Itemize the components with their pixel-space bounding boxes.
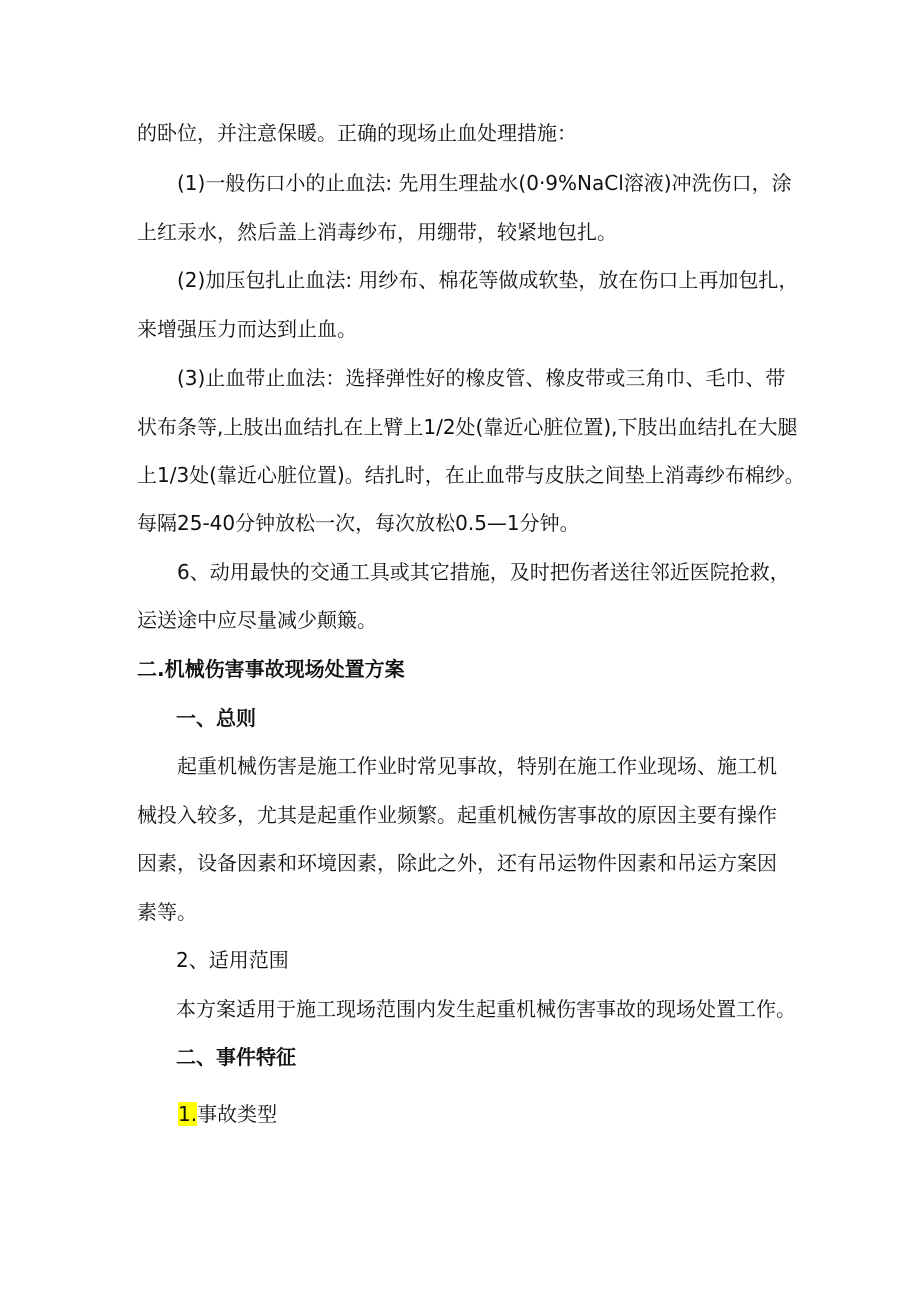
paragraph-line: 每隔25-40分钟放松一次，每次放松0.5—1分钟。	[137, 511, 580, 535]
list-item	[178, 1100, 277, 1128]
paragraph-line: 状布条等,上肢出血结扎在上臂上1/2处(靠近心脏位置),下肢出血结扎在大腿	[137, 415, 798, 439]
subheading: 2、适用范围	[176, 948, 289, 972]
list-item-text: 事故类型	[197, 1102, 278, 1126]
paragraph-line: (1)一般伤口小的止血法: 先用生理盐水(0·9%NaCl溶液)冲洗伤口，涂	[177, 171, 792, 195]
paragraph-line: 械投入较多，尤其是起重作业频繁。起重机械伤害事故的原因主要有操作	[137, 803, 777, 827]
paragraph-line: (2)加压包扎止血法: 用纱布、棉花等做成软垫，放在伤口上再加包扎，	[177, 268, 799, 292]
paragraph-line: 素等。	[137, 900, 197, 924]
subheading: 二、事件特征	[176, 1045, 296, 1069]
paragraph-line: 运送途中应尽量减少颠簸。	[137, 608, 377, 632]
paragraph-line: 本方案适用于施工现场范围内发生起重机械伤害事故的现场处置工作。	[176, 997, 796, 1021]
paragraph-line: 上1/3处(靠近心脏位置)。结扎时，在止血带与皮肤之间垫上消毒纱布棉纱。	[137, 463, 805, 487]
list-item-number: 1.	[178, 1102, 198, 1126]
paragraph-line: 起重机械伤害是施工作业时常见事故，特别在施工作业现场、施工机	[177, 754, 777, 778]
paragraph-line: 6、动用最快的交通工具或其它措施，及时把伤者送往邻近医院抢救，	[177, 560, 790, 584]
section-heading: 二.机械伤害事故现场处置方案	[137, 657, 405, 681]
paragraph-line: 上红汞水，然后盖上消毒纱布，用绷带，较紧地包扎。	[137, 220, 617, 244]
subheading: 一、总则	[176, 706, 256, 730]
paragraph-line: (3)止血带止血法：选择弹性好的橡皮管、橡皮带或三角巾、毛巾、带	[177, 366, 786, 390]
paragraph-line: 来增强压力而达到止血。	[137, 317, 357, 341]
paragraph-line: 的卧位，并注意保暖。正确的现场止血处理措施：	[137, 121, 577, 145]
paragraph-line: 因素，设备因素和环境因素，除此之外，还有吊运物件因素和吊运方案因	[137, 851, 777, 875]
